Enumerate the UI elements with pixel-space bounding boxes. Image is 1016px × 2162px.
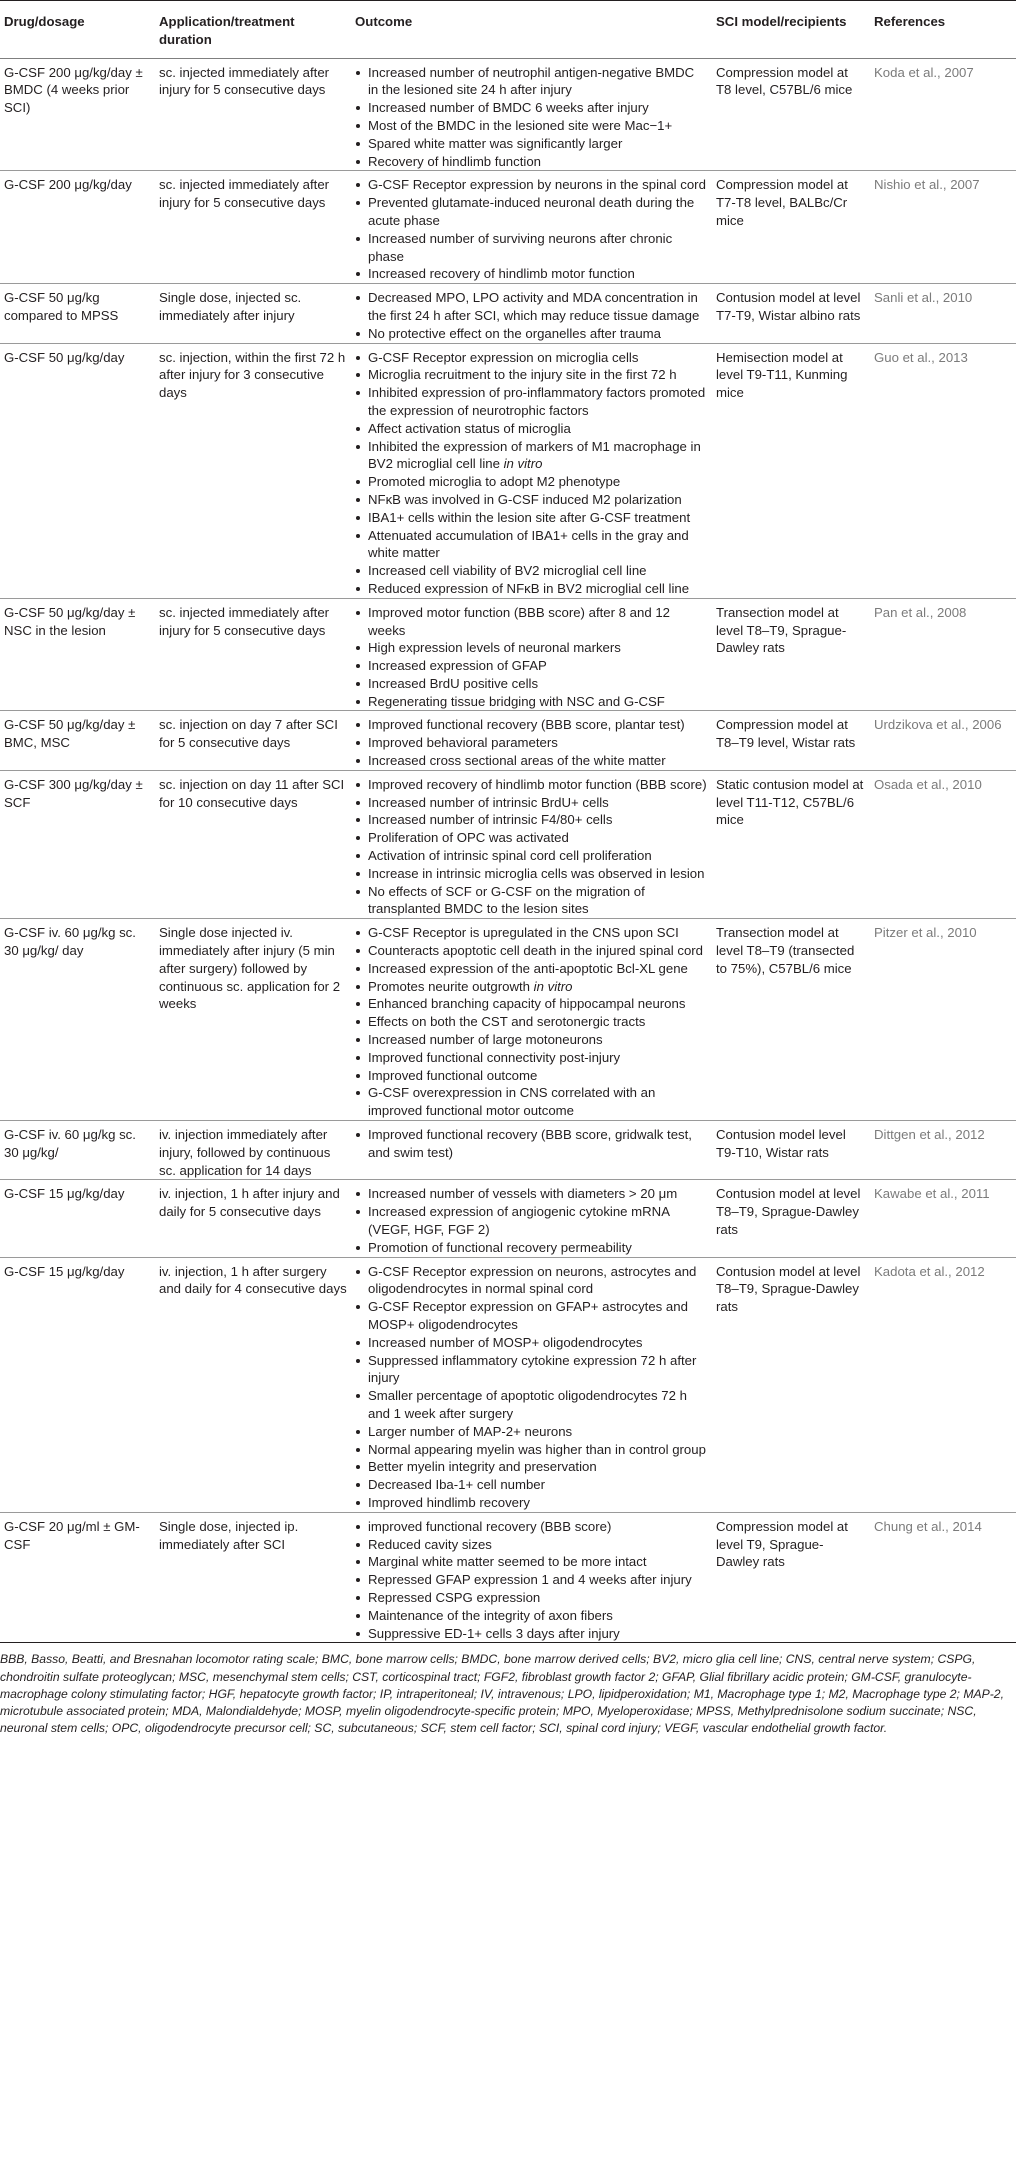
- table-row: [0, 1512, 1016, 1643]
- outcome-item: Larger number of MAP-2+ neurons: [355, 1423, 708, 1441]
- outcome-item: Increased expression of the anti-apoptotic Bcl-XL gene: [355, 960, 708, 978]
- outcome-item: Marginal white matter seemed to be more intact: [355, 1553, 708, 1571]
- table-row: [0, 58, 1016, 171]
- table-row: [0, 919, 1016, 1121]
- outcome-item: G-CSF Receptor expression on microglia cells: [355, 349, 708, 367]
- outcome-item: Increased number of BMDC 6 weeks after injury: [355, 99, 708, 117]
- outcome-item: G-CSF overexpression in CNS correlated with an improved functional motor outcome: [355, 1084, 708, 1120]
- outcome-item: Most of the BMDC in the lesioned site were Mac−1+: [355, 117, 708, 135]
- reference-cell: Koda et al., 2007: [870, 58, 1016, 171]
- outcome-item: Inhibited the expression of markers of M1 macrophage in BV2 microglial cell line in vitro: [355, 438, 708, 474]
- reference-cell: Osada et al., 2010: [870, 770, 1016, 918]
- drug-dosage-cell: G-CSF 15 μg/kg/day: [0, 1257, 155, 1512]
- sci-model-cell: Compression model at T8–T9 level, Wistar rats: [712, 711, 870, 770]
- sci-model-cell: Transection model at level T8–T9 (transected to 75%), C57BL/6 mice: [712, 919, 870, 1121]
- outcome-item: Reduced cavity sizes: [355, 1536, 708, 1554]
- sci-model-cell: Hemisection model at level T9-T11, Kunming mice: [712, 343, 870, 598]
- outcome-item: improved functional recovery (BBB score): [355, 1518, 708, 1536]
- outcome-cell: [351, 919, 712, 1121]
- outcome-list: [355, 1518, 708, 1643]
- outcome-item: Microglia recruitment to the injury site in the first 72 h: [355, 366, 708, 384]
- sci-model-cell: Compression model at T8 level, C57BL/6 mice: [712, 58, 870, 171]
- outcome-item: High expression levels of neuronal markers: [355, 639, 708, 657]
- outcome-item: Smaller percentage of apoptotic oligodendrocytes 72 h and 1 week after surgery: [355, 1387, 708, 1423]
- outcome-list: [355, 716, 708, 769]
- outcome-list: [355, 64, 708, 171]
- reference-cell: Pan et al., 2008: [870, 598, 1016, 711]
- reference-cell: Urdzikova et al., 2006: [870, 711, 1016, 770]
- outcome-item: Increased number of MOSP+ oligodendrocytes: [355, 1334, 708, 1352]
- header-outcome: Outcome: [351, 1, 712, 59]
- application-cell: sc. injection on day 11 after SCI for 10 consecutive days: [155, 770, 351, 918]
- outcome-item: Maintenance of the integrity of axon fibers: [355, 1607, 708, 1625]
- outcome-item: G-CSF Receptor expression on neurons, astrocytes and oligodendrocytes in normal spinal cord: [355, 1263, 708, 1299]
- outcome-item: G-CSF Receptor expression by neurons in the spinal cord: [355, 176, 708, 194]
- outcome-list: [355, 604, 708, 711]
- table-row: [0, 598, 1016, 711]
- table-row: [0, 770, 1016, 918]
- outcome-item: Proliferation of OPC was activated: [355, 829, 708, 847]
- sci-model-cell: Contusion model at level T7-T9, Wistar albino rats: [712, 284, 870, 343]
- header-drug-dosage: Drug/dosage: [0, 1, 155, 59]
- sci-model-cell: Compression model at level T9, Sprague-Dawley rats: [712, 1512, 870, 1643]
- outcome-cell: [351, 1121, 712, 1180]
- sci-model-cell: Transection model at level T8–T9, Sprague-Dawley rats: [712, 598, 870, 711]
- outcome-item: Recovery of hindlimb function: [355, 153, 708, 171]
- outcome-item: G-CSF Receptor is upregulated in the CNS upon SCI: [355, 924, 708, 942]
- table-body: [0, 58, 1016, 1643]
- drug-dosage-cell: G-CSF iv. 60 μg/kg sc. 30 μg/kg/: [0, 1121, 155, 1180]
- outcome-list: [355, 289, 708, 342]
- outcome-item: No protective effect on the organelles after trauma: [355, 325, 708, 343]
- outcome-item: Increased number of intrinsic F4/80+ cells: [355, 811, 708, 829]
- outcome-list: [355, 776, 708, 918]
- outcome-item: Enhanced branching capacity of hippocampal neurons: [355, 995, 708, 1013]
- drug-dosage-cell: G-CSF 50 μg/kg/day: [0, 343, 155, 598]
- outcome-item: Increased cell viability of BV2 microglial cell line: [355, 562, 708, 580]
- outcome-item: Repressed GFAP expression 1 and 4 weeks after injury: [355, 1571, 708, 1589]
- outcome-item: Attenuated accumulation of IBA1+ cells in the gray and white matter: [355, 527, 708, 563]
- outcome-item: Improved hindlimb recovery: [355, 1494, 708, 1512]
- outcome-item: Inhibited expression of pro-inflammatory factors promoted the expression of neurotrophic factors: [355, 384, 708, 420]
- outcome-list: [355, 924, 708, 1120]
- outcome-item: Improved functional recovery (BBB score, plantar test): [355, 716, 708, 734]
- outcome-list: [355, 176, 708, 283]
- outcome-item: Increased number of intrinsic BrdU+ cells: [355, 794, 708, 812]
- application-cell: sc. injected immediately after injury for 5 consecutive days: [155, 598, 351, 711]
- outcome-cell: [351, 1180, 712, 1257]
- drug-dosage-cell: G-CSF 50 μg/kg/day ± BMC, MSC: [0, 711, 155, 770]
- outcome-item: Suppressed inflammatory cytokine expression 72 h after injury: [355, 1352, 708, 1388]
- outcome-item: Promotes neurite outgrowth in vitro: [355, 978, 708, 996]
- table-header: [0, 1, 1016, 59]
- header-application-duration: Application/treatment duration: [155, 1, 351, 59]
- sci-model-cell: Contusion model level T9-T10, Wistar rats: [712, 1121, 870, 1180]
- reference-cell: Guo et al., 2013: [870, 343, 1016, 598]
- sci-model-cell: Static contusion model at level T11-T12, C57BL/6 mice: [712, 770, 870, 918]
- drug-dosage-cell: G-CSF 200 μg/kg/day: [0, 171, 155, 284]
- table-footnote: BBB, Basso, Beatti, and Bresnahan locomotor rating scale; BMC, bone marrow cells; BMDC, bone marrow derived cells; BV2, micro glia cell line; CNS, central nerve system; CSPG, chondroitin sulfate proteoglycan; MSC, mesenchymal stem cells; CST, corticospinal tract; FGF2, fibroblast growth factor 2; GFAP, Glial fibrillary acidic protein; GM-CSF, granulocyte-macrophage colony stimulating factor; HGF, hepatocyte growth factor; IP, intraperitoneal; IV, intravenous; LPO, lipidperoxidation; M1, Macrophage type 1; M2, Macrophage type 2; MAP-2, microtubule associated protein; MDA, Malondialdehyde; MOSP, myelin oligodendrocyte-specific protein; MPO, Myeloperoxidase; MPSS, Methylprednisolone sodium succinate; NSC, neuronal stem cells; OPC, oligodendrocyte precursor cell; SC, subcutaneous; SCF, stem cell factor; SCI, spinal cord injury; VEGF, vascular endothelial growth factor.: [0, 1652, 1004, 1736]
- application-cell: iv. injection, 1 h after injury and daily for 5 consecutive days: [155, 1180, 351, 1257]
- outcome-item: Improved recovery of hindlimb motor function (BBB score): [355, 776, 708, 794]
- outcome-cell: [351, 598, 712, 711]
- outcome-cell: [351, 284, 712, 343]
- application-cell: Single dose, injected sc. immediately after injury: [155, 284, 351, 343]
- outcome-item: Improved behavioral parameters: [355, 734, 708, 752]
- outcome-item: Repressed CSPG expression: [355, 1589, 708, 1607]
- application-cell: Single dose, injected ip. immediately after SCI: [155, 1512, 351, 1643]
- drug-dosage-cell: G-CSF 50 μg/kg compared to MPSS: [0, 284, 155, 343]
- outcome-list: [355, 349, 708, 598]
- outcome-cell: [351, 711, 712, 770]
- outcome-cell: [351, 1512, 712, 1643]
- outcome-list: [355, 1126, 708, 1162]
- table-row: [0, 1257, 1016, 1512]
- outcome-cell: [351, 171, 712, 284]
- table-row: [0, 711, 1016, 770]
- outcome-item: Increased expression of angiogenic cytokine mRNA (VEGF, HGF, FGF 2): [355, 1203, 708, 1239]
- outcome-item: Increased number of vessels with diameters > 20 μm: [355, 1185, 708, 1203]
- header-references: References: [870, 1, 1016, 59]
- outcome-item: Spared white matter was significantly larger: [355, 135, 708, 153]
- application-cell: iv. injection immediately after injury, followed by continuous sc. application for 14 days: [155, 1121, 351, 1180]
- outcome-item: Affect activation status of microglia: [355, 420, 708, 438]
- reference-cell: Kadota et al., 2012: [870, 1257, 1016, 1512]
- outcome-item: Better myelin integrity and preservation: [355, 1458, 708, 1476]
- sci-model-cell: Contusion model at level T8–T9, Sprague-Dawley rats: [712, 1180, 870, 1257]
- drug-dosage-cell: G-CSF 20 μg/ml ± GM-CSF: [0, 1512, 155, 1643]
- application-cell: sc. injected immediately after injury for 5 consecutive days: [155, 171, 351, 284]
- outcome-item: Promoted microglia to adopt M2 phenotype: [355, 473, 708, 491]
- outcome-item: Improved motor function (BBB score) after 8 and 12 weeks: [355, 604, 708, 640]
- outcome-item: IBA1+ cells within the lesion site after G-CSF treatment: [355, 509, 708, 527]
- application-cell: sc. injection, within the first 72 h after injury for 3 consecutive days: [155, 343, 351, 598]
- sci-model-cell: Compression model at T7-T8 level, BALBc/Cr mice: [712, 171, 870, 284]
- drug-dosage-cell: G-CSF 15 μg/kg/day: [0, 1180, 155, 1257]
- outcome-item: Promotion of functional recovery permeability: [355, 1239, 708, 1257]
- outcome-item: Reduced expression of NFκB in BV2 microglial cell line: [355, 580, 708, 598]
- outcome-item: Increased number of large motoneurons: [355, 1031, 708, 1049]
- outcome-item: NFκB was involved in G-CSF induced M2 polarization: [355, 491, 708, 509]
- outcome-item: Effects on both the CST and serotonergic tracts: [355, 1013, 708, 1031]
- table-row: [0, 171, 1016, 284]
- drug-dosage-cell: G-CSF iv. 60 μg/kg sc. 30 μg/kg/ day: [0, 919, 155, 1121]
- outcome-item: Normal appearing myelin was higher than in control group: [355, 1441, 708, 1459]
- outcome-item: Increased number of surviving neurons after chronic phase: [355, 230, 708, 266]
- reference-cell: Chung et al., 2014: [870, 1512, 1016, 1643]
- outcome-item: Increase in intrinsic microglia cells was observed in lesion: [355, 865, 708, 883]
- reference-cell: Kawabe et al., 2011: [870, 1180, 1016, 1257]
- application-cell: Single dose injected iv. immediately after injury (5 min after surgery) followed by continuous sc. application for 2 weeks: [155, 919, 351, 1121]
- outcome-item: Increased BrdU positive cells: [355, 675, 708, 693]
- reference-cell: Nishio et al., 2007: [870, 171, 1016, 284]
- reference-cell: Pitzer et al., 2010: [870, 919, 1016, 1121]
- drug-dosage-cell: G-CSF 200 μg/kg/day ± BMDC (4 weeks prior SCI): [0, 58, 155, 171]
- application-cell: sc. injection on day 7 after SCI for 5 consecutive days: [155, 711, 351, 770]
- outcome-item: Regenerating tissue bridging with NSC and G-CSF: [355, 693, 708, 711]
- outcome-item: Decreased Iba-1+ cell number: [355, 1476, 708, 1494]
- outcome-item: Activation of intrinsic spinal cord cell proliferation: [355, 847, 708, 865]
- outcome-item: Increased recovery of hindlimb motor function: [355, 265, 708, 283]
- sci-model-cell: Contusion model at level T8–T9, Sprague-Dawley rats: [712, 1257, 870, 1512]
- header-sci-model: SCI model/recipients: [712, 1, 870, 59]
- outcome-item: Improved functional connectivity post-injury: [355, 1049, 708, 1067]
- outcome-cell: [351, 770, 712, 918]
- outcome-item: Prevented glutamate-induced neuronal death during the acute phase: [355, 194, 708, 230]
- outcome-item: Improved functional outcome: [355, 1067, 708, 1085]
- outcome-item: No effects of SCF or G-CSF on the migration of transplanted BMDC to the lesion sites: [355, 883, 708, 919]
- outcome-item: Counteracts apoptotic cell death in the injured spinal cord: [355, 942, 708, 960]
- reference-cell: Dittgen et al., 2012: [870, 1121, 1016, 1180]
- outcome-item: G-CSF Receptor expression on GFAP+ astrocytes and MOSP+ oligodendrocytes: [355, 1298, 708, 1334]
- table-row: [0, 284, 1016, 343]
- application-cell: iv. injection, 1 h after surgery and daily for 4 consecutive days: [155, 1257, 351, 1512]
- outcome-list: [355, 1263, 708, 1512]
- drug-dosage-cell: G-CSF 50 μg/kg/day ± NSC in the lesion: [0, 598, 155, 711]
- table-row: [0, 1180, 1016, 1257]
- table-row: [0, 1121, 1016, 1180]
- outcome-list: [355, 1185, 708, 1256]
- outcome-cell: [351, 343, 712, 598]
- table-row: [0, 343, 1016, 598]
- outcome-item: Improved functional recovery (BBB score, gridwalk test, and swim test): [355, 1126, 708, 1162]
- outcome-cell: [351, 1257, 712, 1512]
- outcome-item: Increased number of neutrophil antigen-negative BMDC in the lesioned site 24 h after injury: [355, 64, 708, 100]
- reference-cell: Sanli et al., 2010: [870, 284, 1016, 343]
- outcome-item: Suppressive ED-1+ cells 3 days after injury: [355, 1625, 708, 1643]
- header-row: [0, 1, 1016, 59]
- outcome-item: Increased cross sectional areas of the white matter: [355, 752, 708, 770]
- outcome-item: Increased expression of GFAP: [355, 657, 708, 675]
- outcome-item: Decreased MPO, LPO activity and MDA concentration in the first 24 h after SCI, which may reduce tissue damage: [355, 289, 708, 325]
- application-cell: sc. injected immediately after injury for 5 consecutive days: [155, 58, 351, 171]
- outcome-cell: [351, 58, 712, 171]
- drug-dosage-cell: G-CSF 300 μg/kg/day ± SCF: [0, 770, 155, 918]
